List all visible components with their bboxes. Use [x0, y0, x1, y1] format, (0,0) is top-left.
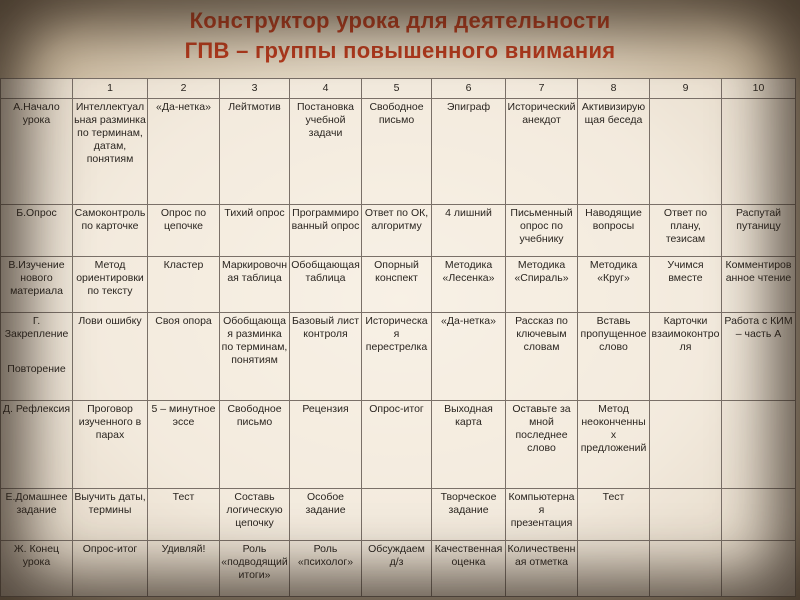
table-cell: Методика «Лесенка»: [432, 257, 506, 313]
table-cell: Особое задание: [290, 489, 362, 541]
table-cell: Опрос по цепочке: [148, 205, 220, 257]
title-line-2: ГПВ – группы повышенного внимания: [184, 38, 616, 63]
table-cell: Творческое задание: [432, 489, 506, 541]
table-cell: [650, 99, 722, 205]
header-row: [1, 79, 796, 99]
table-row: [1, 313, 796, 401]
table-cell: Вставь пропущенное слово: [578, 313, 650, 401]
row-label: Ж. Конец урока: [1, 541, 73, 597]
table-row: [1, 541, 796, 597]
table-cell: Карточки взаимоконтроля: [650, 313, 722, 401]
table-cell: Количественная отметка: [506, 541, 578, 597]
table-cell: «Да-нетка»: [432, 313, 506, 401]
table-cell: Лови ошибку: [73, 313, 148, 401]
table-cell: [722, 489, 796, 541]
table-cell: Ответ по плану, тезисам: [650, 205, 722, 257]
header-cell: 1: [73, 79, 148, 99]
table-cell: Метод ориентировки по тексту: [73, 257, 148, 313]
table-row: [1, 205, 796, 257]
header-cell: 3: [220, 79, 290, 99]
table-cell: Составь логическую цепочку: [220, 489, 290, 541]
header-cell: 10: [722, 79, 796, 99]
table-row: [1, 99, 796, 205]
title-line-1: Конструктор урока для деятельности: [189, 8, 611, 33]
row-label: А.Начало урока: [1, 99, 73, 205]
header-cell: 4: [290, 79, 362, 99]
table-cell: Свободное письмо: [362, 99, 432, 205]
header-cell: 5: [362, 79, 432, 99]
table-cell: Выходная карта: [432, 401, 506, 489]
table-cell: Опрос-итог: [73, 541, 148, 597]
table-cell: [362, 489, 432, 541]
table-cell: Комментированное чтение: [722, 257, 796, 313]
table-cell: Ответ по ОК, алгоритму: [362, 205, 432, 257]
table-cell: [650, 401, 722, 489]
table-cell: Самоконтроль по карточке: [73, 205, 148, 257]
row-label-line: Г. Закрепление: [4, 315, 69, 340]
table-row: [1, 257, 796, 313]
table-cell: [722, 401, 796, 489]
table-cell: Качественная оценка: [432, 541, 506, 597]
table-cell: Базовый лист контроля: [290, 313, 362, 401]
row-label: [1, 313, 73, 401]
table-cell: «Да-нетка»: [148, 99, 220, 205]
page-title: [0, 6, 800, 66]
table-cell: Рассказ по ключевым словам: [506, 313, 578, 401]
table-cell: Обсуждаем д/з: [362, 541, 432, 597]
header-cell: 2: [148, 79, 220, 99]
header-cell: [1, 79, 73, 99]
header-cell: 6: [432, 79, 506, 99]
table-cell: [650, 541, 722, 597]
lesson-constructor-table: [0, 78, 796, 597]
table-cell: Работа с КИМ – часть А: [722, 313, 796, 401]
row-label: Б.Опрос: [1, 205, 73, 257]
table-cell: Лейтмотив: [220, 99, 290, 205]
table-cell: Роль «подводящий итоги»: [220, 541, 290, 597]
table-cell: 4 лишний: [432, 205, 506, 257]
table-cell: Маркировочная таблица: [220, 257, 290, 313]
row-label-line: Повторение: [7, 363, 66, 375]
header-cell: 8: [578, 79, 650, 99]
table-cell: Интеллектуальная разминка по терминам, датам, понятиям: [73, 99, 148, 205]
header-cell: 7: [506, 79, 578, 99]
header-cell: 9: [650, 79, 722, 99]
table-cell: Методика «Спираль»: [506, 257, 578, 313]
table-cell: Программированный опрос: [290, 205, 362, 257]
table-cell: Опрос-итог: [362, 401, 432, 489]
table-cell: Исторический анекдот: [506, 99, 578, 205]
table-cell: [578, 541, 650, 597]
table-cell: Постановка учебной задачи: [290, 99, 362, 205]
table-cell: Оставьте за мной последнее слово: [506, 401, 578, 489]
table-cell: Распутай путаницу: [722, 205, 796, 257]
table-cell: [722, 99, 796, 205]
table-cell: Проговор изученного в парах: [73, 401, 148, 489]
table-cell: Опорный конспект: [362, 257, 432, 313]
table-cell: 5 – минутное эссе: [148, 401, 220, 489]
row-label: В.Изучение нового материала: [1, 257, 73, 313]
table-cell: [722, 541, 796, 597]
table-cell: Своя опора: [148, 313, 220, 401]
table-row: [1, 489, 796, 541]
table-cell: Методика «Круг»: [578, 257, 650, 313]
table-cell: Тихий опрос: [220, 205, 290, 257]
table-cell: Обобщающая таблица: [290, 257, 362, 313]
table-cell: Обобщающая разминка по терминам, понятиям: [220, 313, 290, 401]
table-cell: [650, 489, 722, 541]
row-label: Е.Домашнее задание: [1, 489, 73, 541]
table-cell: Активизирующая беседа: [578, 99, 650, 205]
table-cell: Историческая перестрелка: [362, 313, 432, 401]
table-cell: Удивляй!: [148, 541, 220, 597]
row-label: Д. Рефлексия: [1, 401, 73, 489]
table-cell: Тест: [148, 489, 220, 541]
table-row: [1, 401, 796, 489]
table-cell: Письменный опрос по учебнику: [506, 205, 578, 257]
table-cell: Тест: [578, 489, 650, 541]
table-cell: Кластер: [148, 257, 220, 313]
table-cell: Метод неоконченных предложений: [578, 401, 650, 489]
table-cell: Свободное письмо: [220, 401, 290, 489]
table-cell: Наводящие вопросы: [578, 205, 650, 257]
table-cell: Роль «психолог»: [290, 541, 362, 597]
table-cell: Учимся вместе: [650, 257, 722, 313]
table-cell: Эпиграф: [432, 99, 506, 205]
table-cell: Компьютерная презентация: [506, 489, 578, 541]
table-cell: Рецензия: [290, 401, 362, 489]
table-cell: Выучить даты, термины: [73, 489, 148, 541]
